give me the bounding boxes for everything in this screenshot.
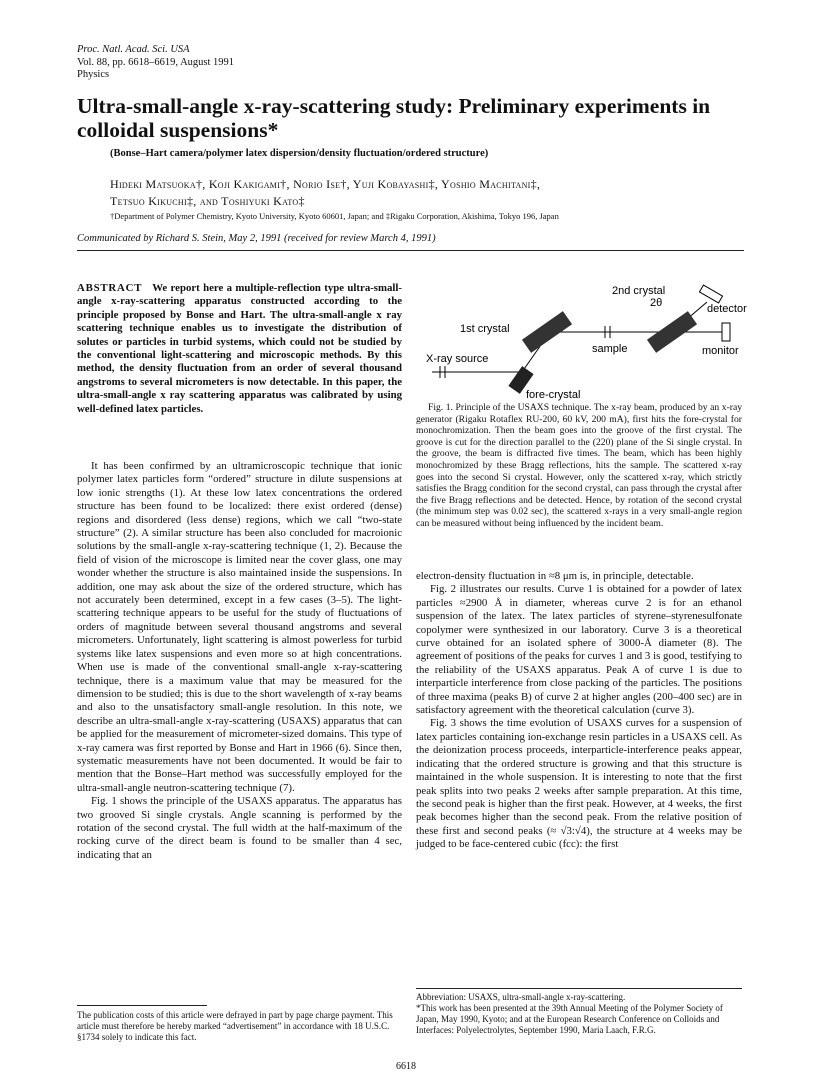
label-first-crystal: 1st crystal	[460, 323, 510, 335]
label-monitor: monitor	[702, 345, 739, 357]
label-two-theta: 2θ	[650, 297, 663, 309]
communicated-by: Communicated by Richard S. Stein, May 2, 1991 (received for review March 4, 1991)	[77, 233, 436, 244]
monitor-shape	[722, 323, 730, 341]
footnote-divider	[77, 1005, 207, 1006]
left-column-body	[77, 460, 402, 862]
page-number: 6618	[396, 1061, 416, 1072]
usaxs-diagram	[422, 282, 752, 402]
label-detector: detector	[707, 303, 747, 315]
abstract-label: ABSTRACT	[77, 282, 143, 294]
keywords: (Bonse–Hart camera/polymer latex dispersion/density fluctuation/ordered structure)	[110, 148, 489, 159]
abbreviation-footnote: Abbreviation: USAXS, ultra-small-angle x-ray-scattering.	[416, 992, 626, 1002]
caption-text: Principle of the USAXS technique. The x-ray beam, produced by an x-ray generator (Rigaku Rotaflex RU-200, 60 kV, 200 mA), first hits the fore-crystal for monochromization. Then the beam goes into the groove of the first crystal. The groove is cut for the direction parallel to the (220) plane of the Si single crystal. In the groove, the beam is diffracted five times. The beam, which has been highly monochromized by these Bragg reflections, hits the sample. The scattered x-ray goes into the second Si crystal. However, only the scattered x-ray, which strictly satisfies the Bragg condition for the second crystal, can pass through the crystal after the five Bragg reflections and be detected. Hence, by rotation of the second crystal (the minimum step was 0.02 sec), the scattered x-rays in a very small-angle region can be measured without being influenced by the incident beam.	[416, 402, 743, 529]
label-second-crystal: 2nd crystal	[612, 285, 666, 297]
abstract-text: We report here a multiple-reflection type ultra-small-angle x-ray-scattering apparatus constructed according to the principle proposed by Bonse and Hart. The ultra-small-angle x ray scattering technique enables us to investigate the distribution of solutes or particles in turbid systems, which could not be studied by the conventional light-scattering and microscopic methods. By this method, the density fluctuation from an order of several thousand angstroms to several micrometers is now detectable. In this paper, the ultra-small-angle x ray scattering apparatus was calibrated by using well-defined latex particles.	[77, 282, 402, 415]
paragraph: Fig. 3 shows the time evolution of USAXS curves for a suspension of latex particles containing ion-exchange resin particles in a USAXS cell. As the deionization process proceeds, interparticle-interference peaks appear, indicating that the ordered structure is growing and that this structure is maintained in the whole suspension. It is interesting to note that the first peak splits into two peaks 2 weeks after sample preparation. At this time, the second peak is higher than the first peak. However, at 4 weeks, the first peak becomes higher than the second peak. From the relative position of these first and second peaks (≈ √3:√4), the structure at 4 weeks may be judged to be face-centered cubic (fcc): the first	[416, 717, 742, 851]
right-footnotes	[416, 992, 742, 1036]
presentation-footnote: *This work has been presented at the 39th Annual Meeting of the Polymer Society of Japan, May 1990, Kyoto; and at the European Research Conference on Colloids and Interfaces: Polyelectrolytes, September 1990, Maria Laach, F.R.G.	[416, 1003, 723, 1035]
paragraph: electron-density fluctuation in ≈8 μm is, in principle, detectable.	[416, 570, 694, 582]
journal-name: Proc. Natl. Acad. Sci. USA	[77, 44, 190, 55]
volume-info: Vol. 88, pp. 6618–6619, August 1991	[77, 56, 235, 68]
paragraph: Fig. 1 shows the principle of the USAXS apparatus. The apparatus has two grooved Si single crystals. Angle scanning is performed by the rotation of the second crystal. The full width at the half-maximum of the rocking curve of the direct beam is found to be smaller than 4 sec, indicating that an	[77, 795, 402, 861]
caption-label: Fig. 1.	[428, 402, 453, 413]
publication-cost-footnote: The publication costs of this article were defrayed in part by page charge payment. This article must therefore be hereby marked “advertisement” in accordance with 18 U.S.C. §1734 solely to indicate this fact.	[77, 1010, 393, 1042]
abstract	[77, 282, 402, 416]
paragraph: It has been confirmed by an ultramicroscopic technique that ionic polymer latex particles form “ordered” structure in dilute suspensions at low ionic strengths (1). At these low latex concentrations the ordered structure has been found to be localized: there exist ordered (dense) regions and disordered (less dense) regions, which we call “two-state structure” (2). A similar structure has been also concluded for macroionic solutions by the small-angle x-ray-scattering technique (1, 2). Because the field of vision of the microscope is limited near the cover glass, one may wonder whether the structure is also maintained inside the suspensions. In addition, one may ask about the size of the ordered structure, which has not accurately been determined, except in a few cases (3–5). The light-scattering technique appears to be useful for the study of fluctuations of orders of magnitude between several thousand angstroms and several micrometers. Unfortunately, light scattering is almost powerless for turbid systems like latex suspensions and even more so at high concentrations. When use is made of the conventional small-angle x-ray-scattering technique, there is a maximum value that may be measured for the dimension to be studied; this is due to the short wavelength of x-ray beams and also to the unsatisfactory small-angle resolution. In this note, we describe an ultra-small-angle x-ray-scattering (USAXS) apparatus that can be applied for the measurement of micrometer-sized domains. This type of x-ray camera was first reported by Bonse and Hart in 1966 (6). Since then, systematic measurements have not been documented. It would be fair to mention that the Bonse–Hart method was successfully employed for the ultra-small-angle neutron-scattering technique (7).	[77, 460, 402, 794]
right-column-body	[416, 570, 742, 852]
label-fore-crystal: fore-crystal	[526, 389, 581, 401]
authors-line-1: Hideki Matsuoka†, Koji Kakigami†, Norio Ise†, Yuji Kobayashi‡, Yoshio Machitani‡,	[110, 177, 541, 191]
figure-caption	[416, 402, 742, 530]
journal-header	[77, 44, 234, 82]
header-divider	[77, 250, 744, 251]
section-name: Physics	[77, 69, 110, 80]
article-title: Ultra-small-angle x-ray-scattering study: Preliminary experiments in colloidal suspensions*	[77, 94, 711, 142]
label-xray-source: X-ray source	[426, 353, 489, 365]
right-footnote-divider	[416, 988, 742, 989]
detector-shape	[699, 285, 722, 303]
affiliation: †Department of Polymer Chemistry, Kyoto University, Kyoto 60601, Japan; and ‡Rigaku Corporation, Akishima, Tokyo 196, Japan	[110, 211, 559, 221]
label-sample: sample	[592, 343, 628, 355]
authors	[110, 176, 750, 210]
paragraph: Fig. 2 illustrates our results. Curve 1 is obtained for a powder of latex particles ≈2900 Å in diameter, whereas curve 2 is for an ethanol suspension of the latex. The latex particles of styrene–styrenesulfonate copolymer were synthesized in our laboratory. Curve 3 is a theoretical curve obtained for an isolated sphere of 3000-Å diameter (8). The agreement of positions of the peaks for curves 1 and 3 is good, testifying to the reliability of the USAXS apparatus. Peak A of curve 1 is due to interparticle interference from close packing of the particles. The positions of three maxima (peaks B) of curve 2 at higher angles (200–400 sec) are in satisfactory agreement with the theoretical calculation (curve 3).	[416, 583, 742, 717]
authors-line-2: Tetsuo Kikuchi‡, and Toshiyuki Kato‡	[110, 194, 305, 208]
